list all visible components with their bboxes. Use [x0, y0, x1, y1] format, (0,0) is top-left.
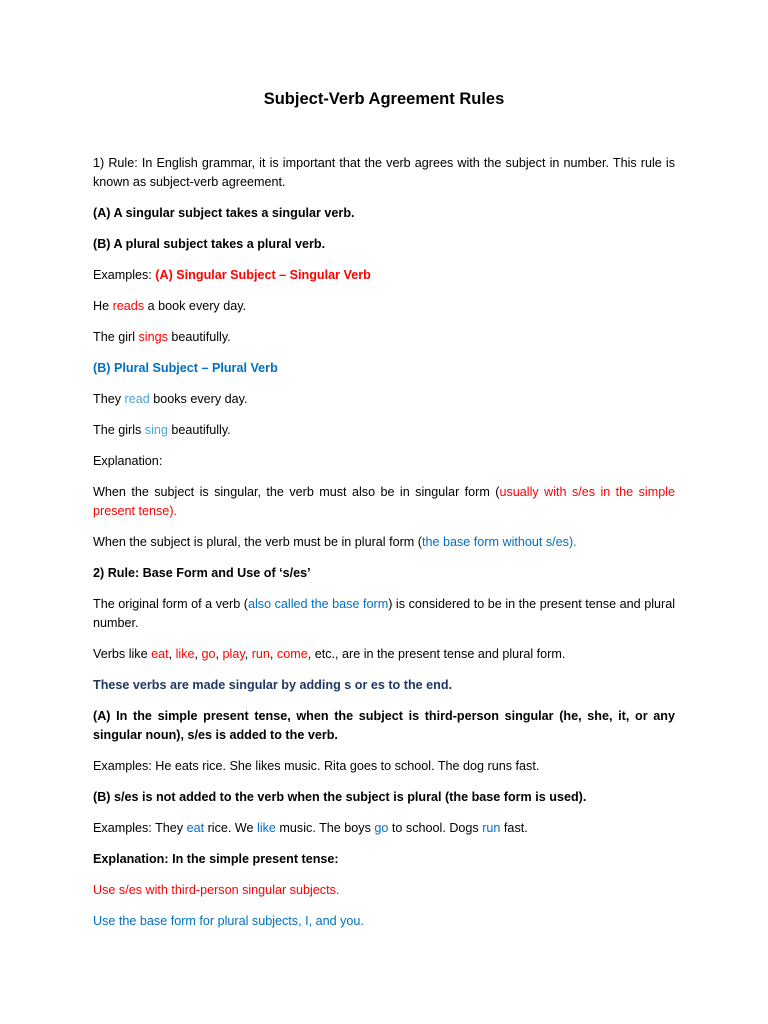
example-text: They	[93, 392, 125, 406]
example-text: music. The boys	[275, 821, 375, 835]
example-text: to school. Dogs	[388, 821, 483, 835]
verbs-list-paragraph: Verbs like eat, like, go, play, run, come, etc., are in the present tense and plural form.	[93, 647, 566, 661]
example-sentence	[93, 328, 675, 347]
verb-highlight: eat	[186, 821, 205, 835]
explanation-highlight: usually with s/es in the simple present tense).	[93, 485, 676, 518]
example-text: Examples: They	[93, 821, 187, 835]
verb-item: eat	[151, 647, 169, 661]
example-text: The girl	[93, 330, 139, 344]
verb-highlight: like	[257, 821, 276, 835]
verb-item: run	[251, 647, 270, 661]
explanation-plural	[93, 533, 675, 552]
verb-item: come	[276, 647, 308, 661]
examples-heading-singular: (A) Singular Subject – Singular Verb	[155, 268, 371, 282]
example-text: He	[93, 299, 113, 313]
use-ses-note: Use s/es with third-person singular subjects.	[93, 883, 340, 897]
verb-highlight: run	[482, 821, 501, 835]
base-form-paragraph	[93, 595, 675, 633]
paragraph-text: The original form of a verb (	[93, 597, 248, 611]
example-text: fast.	[500, 821, 528, 835]
examples-label: Examples:	[93, 268, 156, 282]
example-text: beautifully.	[167, 330, 231, 344]
explanation-heading: Explanation: In the simple present tense:	[93, 852, 339, 866]
rule1-a: (A) A singular subject takes a singular verb.	[93, 206, 355, 220]
rule2-a: (A) In the simple present tense, when the subject is third-person singular (he, she, it, or any singular noun), s/es is added to the verb.	[93, 709, 675, 742]
verb-highlight: sing	[144, 423, 168, 437]
rule2-heading: 2) Rule: Base Form and Use of ‘s/es’	[93, 566, 311, 580]
verb-item: go	[201, 647, 216, 661]
explanation-singular	[93, 483, 675, 521]
example-sentence	[93, 390, 675, 409]
verb-highlight: reads	[112, 299, 145, 313]
verb-item: play	[222, 647, 245, 661]
example-sentence	[93, 297, 675, 316]
verb-item: like	[175, 647, 195, 661]
verb-highlight: read	[124, 392, 150, 406]
example-text: rice. We	[204, 821, 258, 835]
rule2-b: (B) s/es is not added to the verb when the subject is plural (the base form is used).	[93, 790, 587, 804]
example-sentence	[93, 421, 675, 440]
rule1-intro: 1) Rule: In English grammar, it is important that the verb agrees with the subject in number. This rule is known as subject-verb agreement.	[93, 156, 675, 189]
rule2-a-examples: Examples: He eats rice. She likes music. Rita goes to school. The dog runs fast.	[93, 759, 540, 773]
explanation-label: Explanation:	[93, 454, 163, 468]
verb-highlight: sings	[138, 330, 168, 344]
base-form-highlight: also called the base form	[247, 597, 389, 611]
examples-heading-plural: (B) Plural Subject – Plural Verb	[93, 361, 278, 375]
paragraph-text: , etc., are in the present tense and plural form.	[307, 647, 566, 661]
use-base-note: Use the base form for plural subjects, I, and you.	[93, 914, 364, 928]
paragraph-text: Verbs like	[93, 647, 152, 661]
verb-highlight: go	[374, 821, 389, 835]
example-text: books every day.	[149, 392, 248, 406]
examples-line	[93, 266, 675, 285]
explanation-text: When the subject is plural, the verb must be in plural form (	[93, 535, 422, 549]
example-text: beautifully.	[167, 423, 231, 437]
rule1-b: (B) A plural subject takes a plural verb.	[93, 237, 326, 251]
explanation-highlight: the base form without s/es).	[421, 535, 577, 549]
example-text: a book every day.	[144, 299, 247, 313]
page-title: Subject-Verb Agreement Rules	[263, 90, 505, 108]
rule2-b-examples	[93, 819, 675, 838]
paragraph-text: ) is considered to be in the present tense and plural number.	[93, 597, 675, 630]
singular-note: These verbs are made singular by adding s or es to the end.	[93, 678, 453, 692]
document-page	[93, 88, 675, 943]
example-text: The girls	[93, 423, 145, 437]
explanation-text: When the subject is singular, the verb must also be in singular form (	[93, 485, 500, 499]
